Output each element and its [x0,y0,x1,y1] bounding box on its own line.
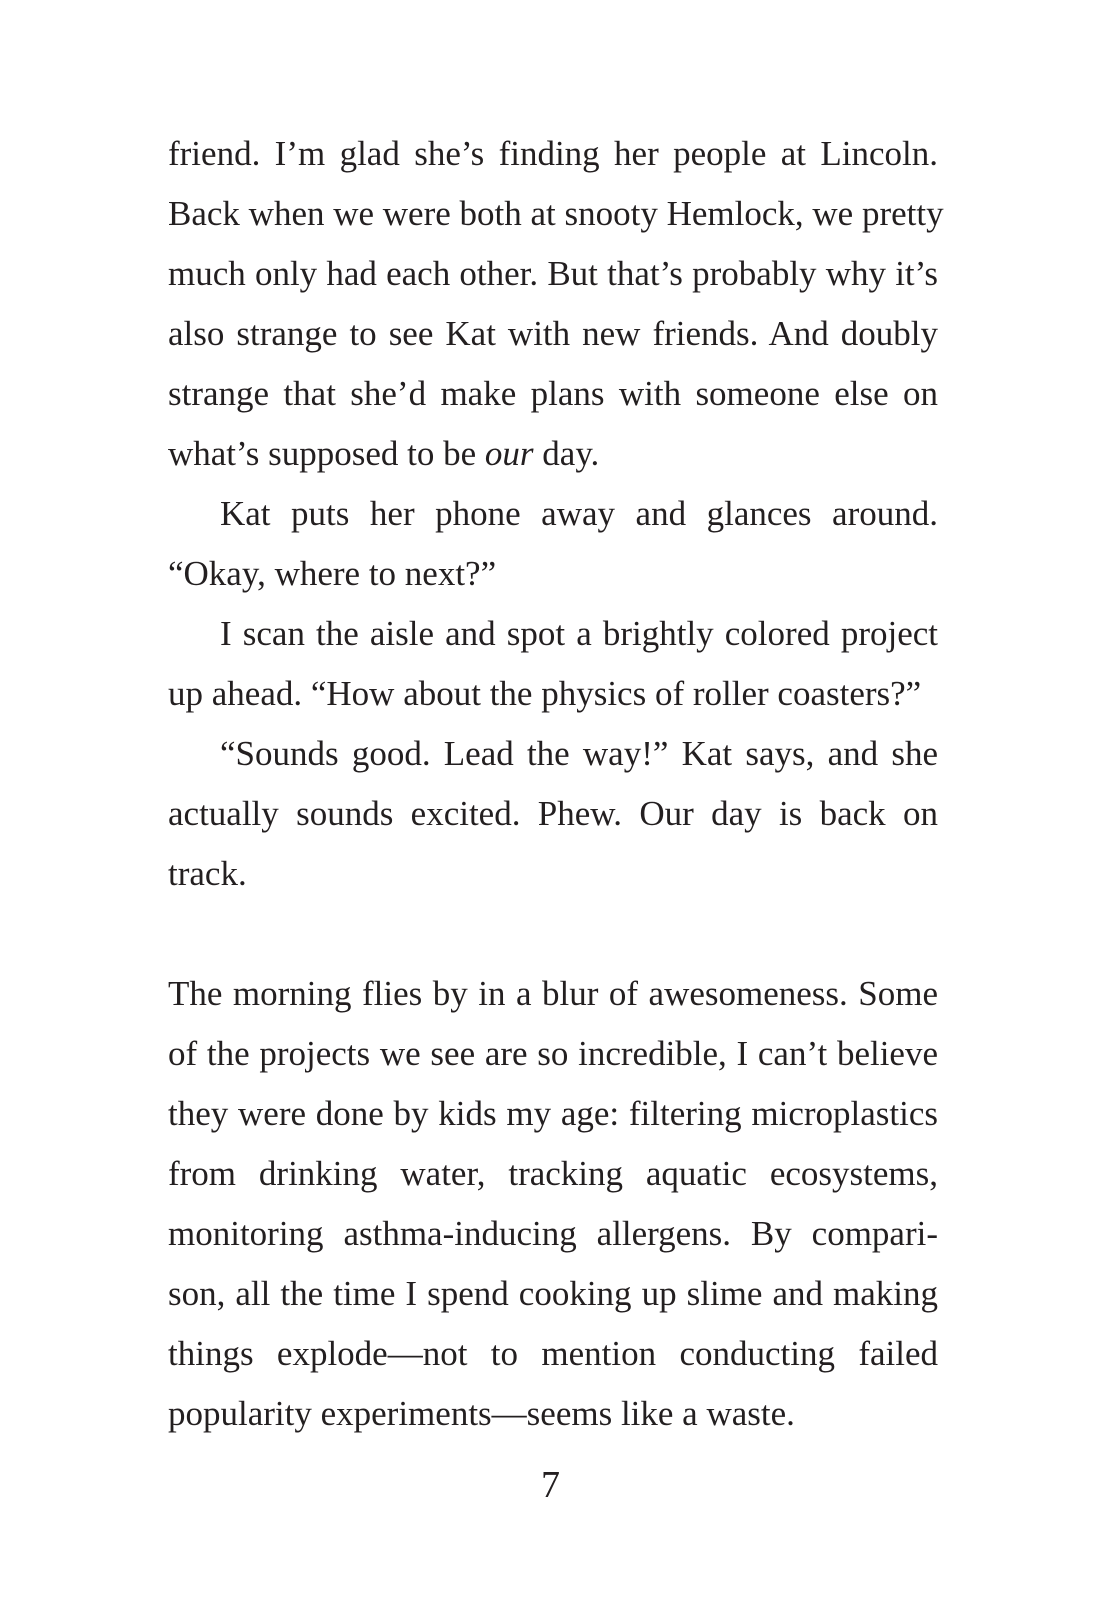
text-line: actually sounds excited. Phew. Our day is back on [168,794,938,833]
emphasized-word: our [484,434,534,473]
text-segment: day. [533,434,600,473]
text-line: of the projects we see are so incredible, I can’t believe [168,1034,938,1073]
text-line [168,424,938,484]
text-line: The morning flies by in a blur of awesomeness. Some [168,974,938,1013]
paragraph [168,484,938,604]
text-line: I scan the aisle and spot a brightly colored project [220,614,938,653]
text-line: track. [168,854,247,893]
text-line: much only had each other. But that’s probably why it’s [168,254,938,293]
text-segment: what’s supposed to be [168,434,485,473]
text-line: monitoring asthma-inducing allergens. By compari- [168,1214,938,1253]
text-line: son, all the time I spend cooking up slime and making [168,1274,938,1313]
paragraph [168,124,944,484]
text-line: from drinking water, tracking aquatic ecosystems, [168,1154,938,1193]
section-break [168,904,938,964]
text-line: up ahead. “How about the physics of roller coasters?” [168,674,922,713]
text-line: Kat puts her phone away and glances around. [220,494,938,533]
text-line: popularity experiments—seems like a waste. [168,1394,795,1433]
body-text [168,124,944,1444]
text-line: they were done by kids my age: filtering microplastics [168,1094,938,1133]
text-line: also strange to see Kat with new friends. And doubly [168,314,938,353]
text-line: “Okay, where to next?” [168,554,497,593]
paragraph [168,724,938,904]
text-line: friend. I’m glad she’s finding her people at Lincoln. [168,134,938,173]
text-line: Back when we were both at snooty Hemlock, we pretty [168,194,944,233]
text-line: things explode—not to mention conducting failed [168,1334,938,1373]
paragraph [168,604,938,724]
text-line: “Sounds good. Lead the way!” Kat says, and she [220,734,938,773]
paragraph [168,964,938,1444]
text-line: strange that she’d make plans with someone else on [168,374,938,413]
page-number: 7 [541,1464,560,1506]
